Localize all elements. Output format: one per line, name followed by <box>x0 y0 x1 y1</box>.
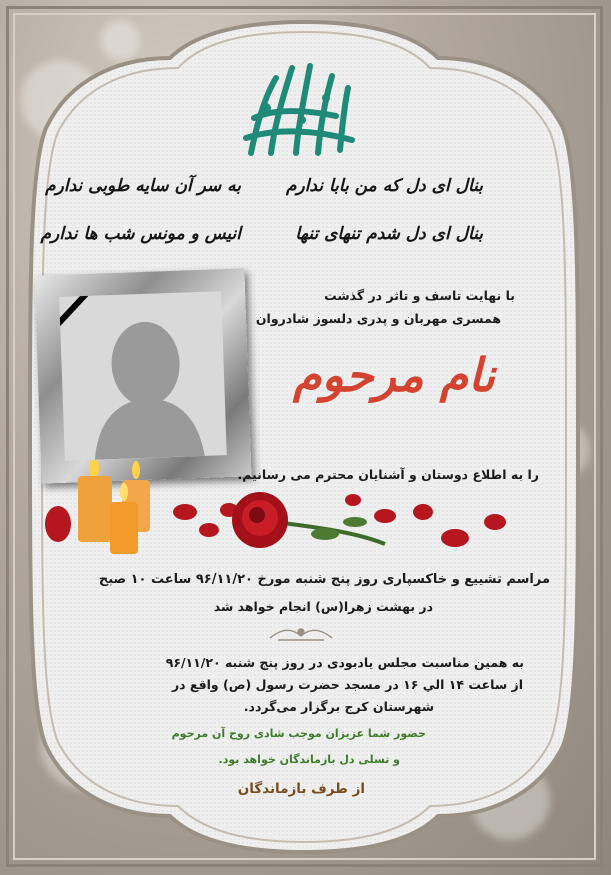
funeral-line-2: در بهشت زهرا(س) انجام خواهد شد <box>213 599 433 614</box>
deceased-name: نام مرحوم <box>292 348 495 402</box>
announcement-line-3: را به اطلاع دوستان و آشنایان محترم می رسانیم. <box>237 467 539 482</box>
memorial-line-2: از ساعت ۱۴ الي ۱۶ در مسجد حضرت رسول (ص) واقع در <box>171 677 523 692</box>
poem-right-line-1: بنال ای دل که من بابا ندارم <box>285 176 483 196</box>
ornament-divider-icon <box>268 624 334 644</box>
silhouette-icon <box>59 291 227 461</box>
closing-line-2: و تسلی دل بازماندگان خواهد بود. <box>218 753 400 766</box>
portrait-placeholder <box>59 291 227 461</box>
rose-petals-left-icon <box>38 502 78 546</box>
calligraphy-emblem-icon <box>236 58 358 160</box>
poem-right-line-2: بنال ای دل شدم تنهای تنها <box>295 224 483 244</box>
announcement-line-1: با نهایت تاسف و تاثر در گذشت <box>324 288 515 303</box>
poem-left-line-1: به سر آن سایه طوبی ندارم <box>45 176 241 196</box>
poem-left-line-2: انیس و مونس شب ها ندارم <box>40 224 241 244</box>
candles-icon <box>66 460 156 560</box>
memorial-line-3: شهرستان کرج برگزار می‌گردد. <box>243 699 434 714</box>
portrait-frame <box>34 268 251 483</box>
memorial-line-1: به همین مناسبت مجلس یادبودی در روز پنج شنبه ۹۶/۱۱/۲۰ <box>165 655 524 670</box>
announcement-line-2: همسری مهربان و پدری دلسوز شادروان <box>255 311 501 326</box>
funeral-line-1: مراسم تشییع و خاکسپاری روز پنج شنبه مورخ ۹۶/۱۱/۲۰ ساعت ۱۰ صبح <box>98 572 550 587</box>
closing-line-1: حضور شما عزیزان موجب شادی روح آن مرحوم <box>171 727 426 740</box>
red-rose-icon <box>165 482 525 562</box>
signature: از طرف بازماندگان <box>237 781 365 797</box>
